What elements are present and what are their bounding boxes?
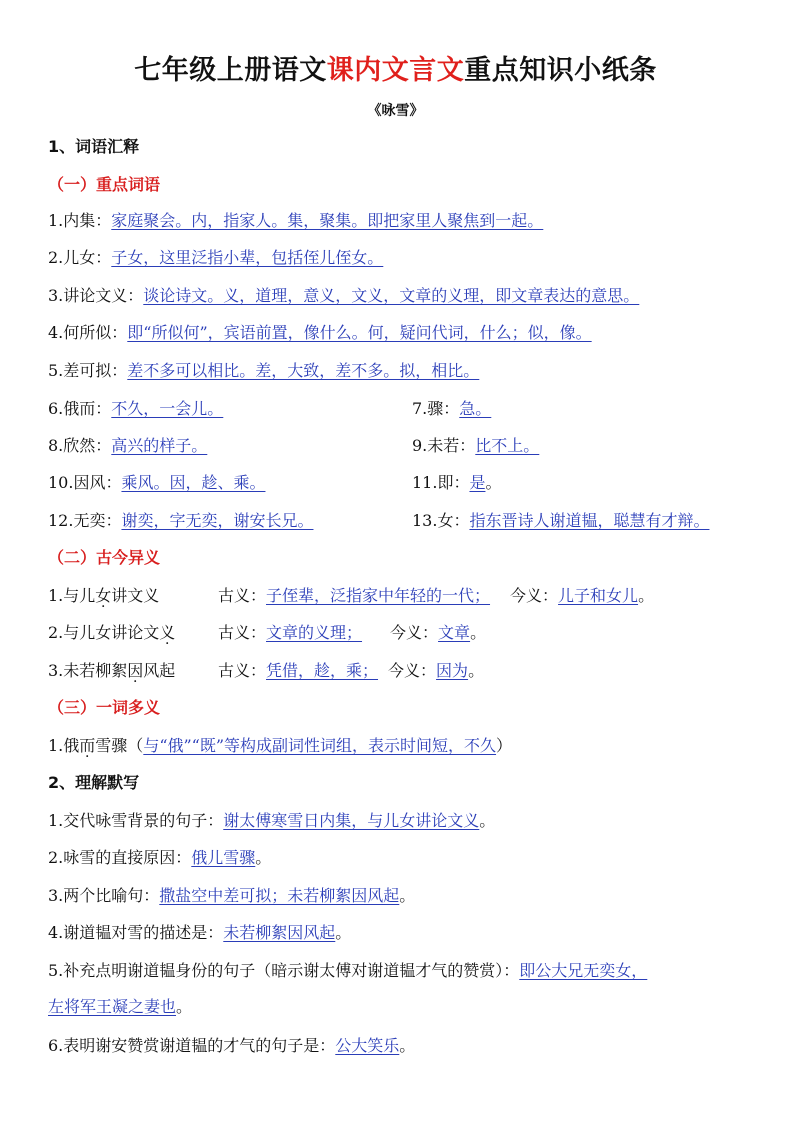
gujin-phrase: 1.与儿 xyxy=(48,586,96,605)
vocab-term: 7.骤： xyxy=(412,399,460,418)
polysemy-phrase-rest: 雪骤（ xyxy=(95,736,144,755)
vocab-answer: 急。 xyxy=(459,399,492,418)
vocab-item-7 xyxy=(412,398,491,420)
section1-heading: 1、词语汇释 xyxy=(48,137,140,156)
vocab-answer: 高兴的样子。 xyxy=(111,436,208,455)
vocab-answer: 乘风。因，趁、乘。 xyxy=(121,473,266,492)
vocab-answer: 是 xyxy=(469,473,486,492)
vocab-term: 13.女： xyxy=(412,511,470,530)
vocab-item-2 xyxy=(48,247,383,269)
dictation-answer: 俄儿雪骤 xyxy=(191,848,256,867)
dictation-item-6 xyxy=(48,1035,415,1057)
section2-heading: 2、理解默写 xyxy=(48,773,140,792)
dictation-tail: 。 xyxy=(335,923,352,942)
vocab-item-1 xyxy=(48,210,543,232)
dictation-tail: 。 xyxy=(399,1036,416,1055)
dictation-answer: 未若柳絮因风起 xyxy=(223,923,336,942)
dictation-answer-cont: 左将军王凝之妻也 xyxy=(48,997,177,1016)
dictation-answer: 即公大兄无奕女， xyxy=(519,961,648,980)
gu-label: 古义： xyxy=(218,623,267,642)
sub1-heading: （一）重点词语 xyxy=(48,175,161,194)
vocab-item-6 xyxy=(48,398,223,420)
vocab-answer: 家庭聚会。内，指家人。集，聚集。即把家里人聚焦到一起。 xyxy=(111,211,544,230)
gujin-item-2 xyxy=(48,622,486,644)
gujin-item-3 xyxy=(48,660,484,682)
vocab-term: 8.欣然： xyxy=(48,436,112,455)
dictation-question: 4.谢道韫对雪的描述是： xyxy=(48,923,224,942)
dictation-item-1 xyxy=(48,810,495,832)
vocab-item-13 xyxy=(412,510,709,532)
dotted-char: 因 xyxy=(127,661,144,680)
vocab-item-4 xyxy=(48,322,592,344)
gu-label: 古义： xyxy=(218,661,267,680)
gu-meaning: 子侄辈，泛指家中年轻的一代； xyxy=(266,586,491,605)
vocab-item-8 xyxy=(48,435,207,457)
jin-meaning: 文章 xyxy=(438,623,471,642)
vocab-tail: 。 xyxy=(485,473,502,492)
dictation-item-2 xyxy=(48,847,271,869)
vocab-answer: 差不多可以相比。差，大致，差不多。拟，相比。 xyxy=(127,361,480,380)
vocab-item-11 xyxy=(412,472,501,494)
polysemy-phrase: 1.俄 xyxy=(48,736,80,755)
vocab-answer: 比不上。 xyxy=(475,436,540,455)
vocab-answer: 即“所似何”，宾语前置，像什么。何，疑问代词，什么；似，像。 xyxy=(127,323,592,342)
polysemy-answer: 与“俄”“既”等构成副词性词组，表示时间短，不久 xyxy=(143,736,497,755)
sub2-heading: （二）古今异义 xyxy=(48,548,161,567)
dictation-item-3 xyxy=(48,885,415,907)
vocab-item-3 xyxy=(48,285,639,307)
gujin-tail: 。 xyxy=(470,623,487,642)
vocab-term: 12.无奕： xyxy=(48,511,122,530)
gujin-phrase: 2.与儿女讲论文 xyxy=(48,623,160,642)
dictation-question: 1.交代咏雪背景的句子： xyxy=(48,811,224,830)
vocab-item-12 xyxy=(48,510,313,532)
polysemy-tail: ） xyxy=(496,736,513,755)
dictation-question: 2.咏雪的直接原因： xyxy=(48,848,192,867)
dotted-char: 义 xyxy=(159,623,176,642)
vocab-term: 9.未若： xyxy=(412,436,476,455)
vocab-term: 2.儿女： xyxy=(48,248,112,267)
vocab-term: 5.差可拟： xyxy=(48,361,128,380)
vocab-answer: 谢奕，字无奕，谢安长兄。 xyxy=(121,511,314,530)
dictation-item-4 xyxy=(48,922,351,944)
dictation-tail: 。 xyxy=(399,886,416,905)
gujin-tail: 。 xyxy=(638,586,655,605)
title-part-1: 七年级上册语文 xyxy=(134,55,327,86)
gujin-phrase: 3.未若柳絮 xyxy=(48,661,128,680)
dictation-answer: 谢太傅寒雪日内集，与儿女讲论文义 xyxy=(223,811,480,830)
gujin-tail: 。 xyxy=(468,661,485,680)
gujin-phrase-rest: 风起 xyxy=(143,661,176,680)
title-part-2: 课内文言文 xyxy=(326,55,465,86)
page-subtitle: 《咏雪》 xyxy=(367,103,424,119)
vocab-term: 11.即： xyxy=(412,473,470,492)
gu-meaning: 文章的义理； xyxy=(266,623,363,642)
jin-label: 今义： xyxy=(388,661,437,680)
dictation-item-5 xyxy=(48,960,647,982)
polysemy-item-1 xyxy=(48,735,512,757)
gu-meaning: 凭借，趁，乘； xyxy=(266,661,379,680)
dictation-tail: 。 xyxy=(176,997,193,1016)
page-title xyxy=(0,48,791,87)
vocab-answer: 子女，这里泛指小辈，包括侄儿侄女。 xyxy=(111,248,384,267)
vocab-answer: 不久，一会儿。 xyxy=(111,399,224,418)
dictation-answer: 撒盐空中差可拟；未若柳絮因风起 xyxy=(159,886,400,905)
gu-label: 古义： xyxy=(218,586,267,605)
gujin-phrase-rest: 讲文义 xyxy=(111,586,160,605)
vocab-answer: 指东晋诗人谢道韫，聪慧有才辩。 xyxy=(469,511,710,530)
dictation-question: 3.两个比喻句： xyxy=(48,886,160,905)
dictation-tail: 。 xyxy=(255,848,272,867)
gujin-item-1 xyxy=(48,585,654,607)
jin-meaning: 儿子和女儿 xyxy=(558,586,639,605)
dotted-char: 而 xyxy=(79,736,96,755)
vocab-term: 4.何所似： xyxy=(48,323,128,342)
dictation-answer: 公大笑乐 xyxy=(335,1036,400,1055)
title-part-3: 重点知识小纸条 xyxy=(464,55,657,86)
vocab-item-10 xyxy=(48,472,265,494)
dictation-tail: 。 xyxy=(479,811,496,830)
vocab-answer: 谈论诗文。义，道理，意义，文义，文章的义理，即文章表达的意思。 xyxy=(143,286,640,305)
jin-meaning: 因为 xyxy=(436,661,469,680)
sub3-heading: （三）一词多义 xyxy=(48,698,161,717)
jin-label: 今义： xyxy=(390,623,439,642)
dictation-question: 5.补充点明谢道韫身份的句子（暗示谢太傅对谢道韫才气的赞赏）： xyxy=(48,961,520,980)
vocab-term: 1.内集： xyxy=(48,211,112,230)
dotted-char: 女 xyxy=(95,586,112,605)
vocab-term: 10.因风： xyxy=(48,473,122,492)
vocab-term: 6.俄而： xyxy=(48,399,112,418)
dictation-item-5-cont xyxy=(48,996,192,1018)
vocab-term: 3.讲论文义： xyxy=(48,286,144,305)
vocab-item-5 xyxy=(48,360,479,382)
vocab-item-9 xyxy=(412,435,539,457)
jin-label: 今义： xyxy=(510,586,559,605)
dictation-question: 6.表明谢安赞赏谢道韫的才气的句子是： xyxy=(48,1036,336,1055)
